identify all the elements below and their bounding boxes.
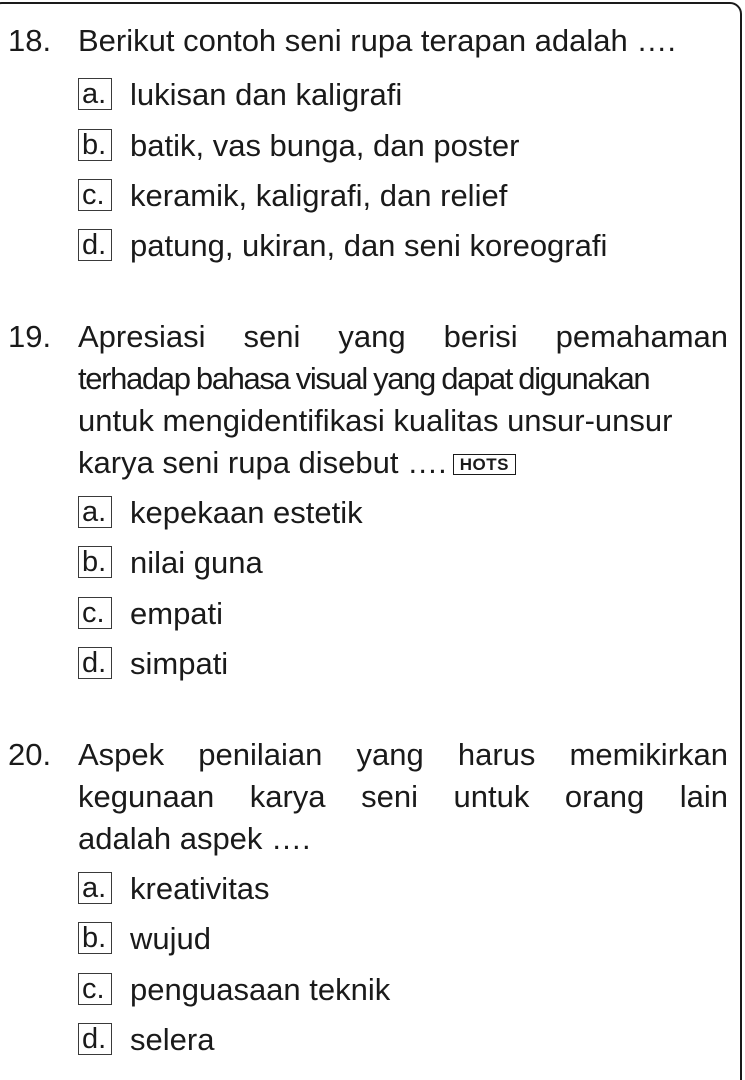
option-text: empati: [130, 596, 224, 631]
option-text: penguasaan teknik: [130, 972, 391, 1007]
option-letter: c.: [78, 179, 112, 211]
question-line: Berikut contoh seni rupa terapan adalah ….: [78, 23, 676, 58]
hots-badge: HOTS: [453, 454, 516, 475]
option-letter: d.: [78, 1023, 112, 1055]
option-text: patung, ukiran, dan seni koreografi: [130, 228, 608, 263]
option-text: wujud: [130, 921, 211, 956]
question-line: terhadap bahasa visual yang dapat digunakan: [78, 361, 650, 396]
question-number: 18.: [8, 23, 52, 58]
question-line-with-badge: [78, 442, 728, 484]
question-line: kegunaan karya seni untuk orang lain: [78, 779, 728, 814]
option-letter: a.: [78, 872, 112, 904]
question-text: [78, 316, 728, 484]
option-letter: b.: [78, 546, 112, 578]
question-text: [78, 734, 728, 860]
question-number: 20.: [8, 737, 52, 772]
option-letter: a.: [78, 496, 112, 528]
option-text: kreativitas: [130, 871, 270, 906]
option-letter: b.: [78, 129, 112, 161]
option-text: keramik, kaligrafi, dan relief: [130, 178, 508, 213]
question-line: Apresiasi seni yang berisi pemahaman: [78, 319, 728, 354]
option-letter: c.: [78, 973, 112, 1005]
question-line: Aspek penilaian yang harus memikirkan: [78, 737, 728, 772]
option-text: selera: [130, 1022, 215, 1057]
option-letter: d.: [78, 229, 112, 261]
option-text: kepekaan estetik: [130, 495, 363, 530]
option-letter: d.: [78, 647, 112, 679]
option-text: simpati: [130, 646, 229, 681]
option-letter: c.: [78, 597, 112, 629]
option-text: lukisan dan kaligrafi: [130, 77, 403, 112]
question-line: karya seni rupa disebut ….: [78, 445, 447, 480]
option-letter: a.: [78, 78, 112, 110]
question-line: untuk mengidentifikasi kualitas unsur-unsur: [78, 403, 673, 438]
option-text: batik, vas bunga, dan poster: [130, 128, 520, 163]
question-number: 19.: [8, 319, 52, 354]
question-line: adalah aspek ….: [78, 821, 311, 856]
question-text: [78, 20, 728, 62]
option-text: nilai guna: [130, 545, 263, 580]
option-letter: b.: [78, 922, 112, 954]
